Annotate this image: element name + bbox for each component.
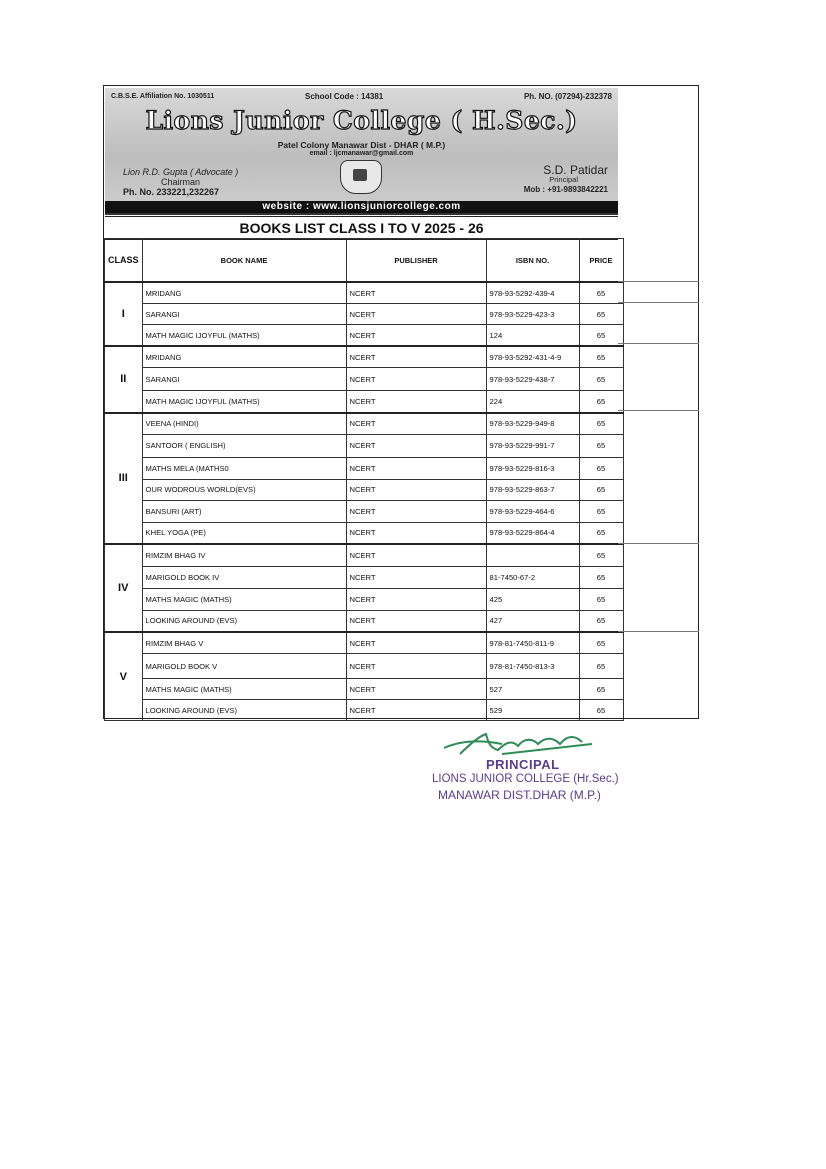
isbn-cell	[486, 544, 579, 566]
price-cell: 65	[579, 654, 623, 679]
chairman-phone: Ph. No. 233221,232267	[123, 187, 220, 197]
book-name-cell: SANTOOR ( ENGLISH)	[142, 434, 346, 457]
school-phone: Ph. NO. (07294)-232378	[523, 92, 612, 101]
book-name-cell: MRIDANG	[142, 282, 346, 304]
book-name-cell: OUR WODROUS WORLD(EVS)	[142, 479, 346, 500]
table-row	[105, 434, 624, 457]
class-cell: IV	[105, 544, 143, 632]
book-name-cell: VEENA (HINDI)	[142, 413, 346, 435]
publisher-cell: NCERT	[346, 500, 486, 522]
book-name-cell: RIMZIM BHAG V	[142, 632, 346, 654]
isbn-cell: 978-93-5229-423-3	[486, 304, 579, 325]
book-name-cell: MATHS MELA (MATHS0	[142, 457, 346, 479]
table-row	[105, 413, 624, 435]
table-row	[105, 679, 624, 700]
margin-rule	[618, 631, 699, 632]
book-name-cell: MATHS MAGIC (MATHS)	[142, 588, 346, 610]
book-name-cell: MRIDANG	[142, 346, 346, 368]
publisher-cell: NCERT	[346, 391, 486, 413]
isbn-cell: 978-93-5229-991-7	[486, 434, 579, 457]
book-name-cell: MARIGOLD BOOK IV	[142, 566, 346, 588]
book-name-cell: MARIGOLD BOOK V	[142, 654, 346, 679]
stamp-college: LIONS JUNIOR COLLEGE (Hr.Sec.)	[432, 773, 619, 785]
principal-signature	[442, 730, 602, 760]
book-name-cell: LOOKING AROUND (EVS)	[142, 700, 346, 721]
publisher-cell: NCERT	[346, 434, 486, 457]
price-cell: 65	[579, 282, 623, 304]
publisher-cell: NCERT	[346, 325, 486, 347]
margin-rule	[618, 410, 699, 411]
isbn-cell: 81-7450-67-2	[486, 566, 579, 588]
isbn-cell: 529	[486, 700, 579, 721]
chairman-name: Lion R.D. Gupta ( Advocate )	[123, 167, 239, 177]
table-row	[105, 588, 624, 610]
table-row	[105, 368, 624, 391]
price-cell: 65	[579, 610, 623, 632]
letterhead	[105, 88, 618, 215]
isbn-cell: 978-93-5292-431-4-9	[486, 346, 579, 368]
book-name-cell: MATH MAGIC IJOYFUL (MATHS)	[142, 325, 346, 347]
column-header-class: CLASS	[105, 239, 143, 283]
table-row	[105, 522, 624, 544]
publisher-cell: NCERT	[346, 479, 486, 500]
table-row	[105, 457, 624, 479]
price-cell: 65	[579, 566, 623, 588]
table-row	[105, 566, 624, 588]
book-name-cell: KHEL YOGA (PE)	[142, 522, 346, 544]
price-cell: 65	[579, 434, 623, 457]
isbn-cell: 978-93-5229-816-3	[486, 457, 579, 479]
isbn-cell: 978-93-5229-438-7	[486, 368, 579, 391]
books-table-body	[105, 282, 624, 721]
publisher-cell: NCERT	[346, 700, 486, 721]
margin-rule	[618, 302, 699, 303]
publisher-cell: NCERT	[346, 588, 486, 610]
margin-rule	[618, 543, 699, 544]
isbn-cell: 978-93-5229-464-6	[486, 500, 579, 522]
table-row	[105, 479, 624, 500]
table-row	[105, 391, 624, 413]
price-cell: 65	[579, 413, 623, 435]
book-name-cell: SARANGI	[142, 304, 346, 325]
isbn-cell: 124	[486, 325, 579, 347]
publisher-cell: NCERT	[346, 282, 486, 304]
isbn-cell: 527	[486, 679, 579, 700]
table-row	[105, 544, 624, 566]
class-cell: V	[105, 632, 143, 721]
publisher-cell: NCERT	[346, 457, 486, 479]
margin-rule	[618, 281, 699, 282]
class-cell: III	[105, 413, 143, 545]
column-header-book-name: BOOK NAME	[142, 239, 346, 283]
isbn-cell: 425	[486, 588, 579, 610]
publisher-cell: NCERT	[346, 304, 486, 325]
publisher-cell: NCERT	[346, 413, 486, 435]
principal-mobile: Mob : +91-9893842221	[523, 185, 608, 194]
isbn-cell: 978-81-7450-811-9	[486, 632, 579, 654]
principal-name: S.D. Patidar	[543, 163, 608, 177]
principal-stamp	[432, 730, 652, 810]
college-crest-logo	[340, 160, 382, 194]
book-name-cell: LOOKING AROUND (EVS)	[142, 610, 346, 632]
column-header-isbn: ISBN NO.	[486, 239, 579, 283]
table-row	[105, 325, 624, 347]
class-cell: II	[105, 346, 143, 413]
price-cell: 65	[579, 544, 623, 566]
price-cell: 65	[579, 304, 623, 325]
table-row	[105, 632, 624, 654]
books-table	[104, 238, 624, 721]
chairman-title: Chairman	[161, 177, 201, 187]
school-code: School Code : 14381	[305, 92, 384, 101]
table-row	[105, 346, 624, 368]
price-cell: 65	[579, 588, 623, 610]
book-name-cell: MATH MAGIC IJOYFUL (MATHS)	[142, 391, 346, 413]
isbn-cell: 427	[486, 610, 579, 632]
table-row	[105, 700, 624, 721]
book-name-cell: RIMZIM BHAG IV	[142, 544, 346, 566]
book-name-cell: SARANGI	[142, 368, 346, 391]
table-header-row	[105, 239, 624, 283]
table-row	[105, 610, 624, 632]
principal-block	[524, 165, 608, 195]
chairman-block	[123, 167, 238, 197]
publisher-cell: NCERT	[346, 544, 486, 566]
price-cell: 65	[579, 391, 623, 413]
publisher-cell: NCERT	[346, 368, 486, 391]
margin-rule	[618, 343, 699, 344]
college-address: Patel Colony Manawar Dist - DHAR ( M.P.)	[277, 140, 446, 150]
page-title: BOOKS LIST CLASS I TO V 2025 - 26	[105, 216, 618, 240]
publisher-cell: NCERT	[346, 566, 486, 588]
publisher-cell: NCERT	[346, 522, 486, 544]
price-cell: 65	[579, 679, 623, 700]
isbn-cell: 224	[486, 391, 579, 413]
college-website: website : www.lionsjuniorcollege.com	[105, 201, 618, 213]
publisher-cell: NCERT	[346, 632, 486, 654]
book-name-cell: MATHS MAGIC (MATHS)	[142, 679, 346, 700]
college-email: email : ljcmanawar@gmail.com	[309, 150, 414, 157]
stamp-title: PRINCIPAL	[486, 757, 560, 772]
price-cell: 65	[579, 346, 623, 368]
table-row	[105, 304, 624, 325]
affiliation-number: C.B.S.E. Affiliation No. 1030511	[111, 93, 215, 100]
isbn-cell: 978-93-5229-949-8	[486, 413, 579, 435]
book-name-cell: BANSURI (ART)	[142, 500, 346, 522]
isbn-cell: 978-93-5292-439-4	[486, 282, 579, 304]
publisher-cell: NCERT	[346, 654, 486, 679]
table-row	[105, 500, 624, 522]
principal-title: Principal	[549, 175, 578, 184]
stamp-location: MANAWAR DIST.DHAR (M.P.)	[438, 788, 601, 802]
publisher-cell: NCERT	[346, 679, 486, 700]
isbn-cell: 978-93-5229-863-7	[486, 479, 579, 500]
price-cell: 65	[579, 700, 623, 721]
table-row	[105, 282, 624, 304]
class-cell: I	[105, 282, 143, 346]
price-cell: 65	[579, 479, 623, 500]
isbn-cell: 978-93-5229-864-4	[486, 522, 579, 544]
column-header-price: PRICE	[579, 239, 623, 283]
price-cell: 65	[579, 522, 623, 544]
price-cell: 65	[579, 500, 623, 522]
price-cell: 65	[579, 632, 623, 654]
column-header-publisher: PUBLISHER	[346, 239, 486, 283]
price-cell: 65	[579, 368, 623, 391]
price-cell: 65	[579, 457, 623, 479]
publisher-cell: NCERT	[346, 346, 486, 368]
college-name: Lions Junior College ( H.Sec.)	[145, 106, 578, 135]
isbn-cell: 978-81-7450-813-3	[486, 654, 579, 679]
price-cell: 65	[579, 325, 623, 347]
publisher-cell: NCERT	[346, 610, 486, 632]
table-row	[105, 654, 624, 679]
